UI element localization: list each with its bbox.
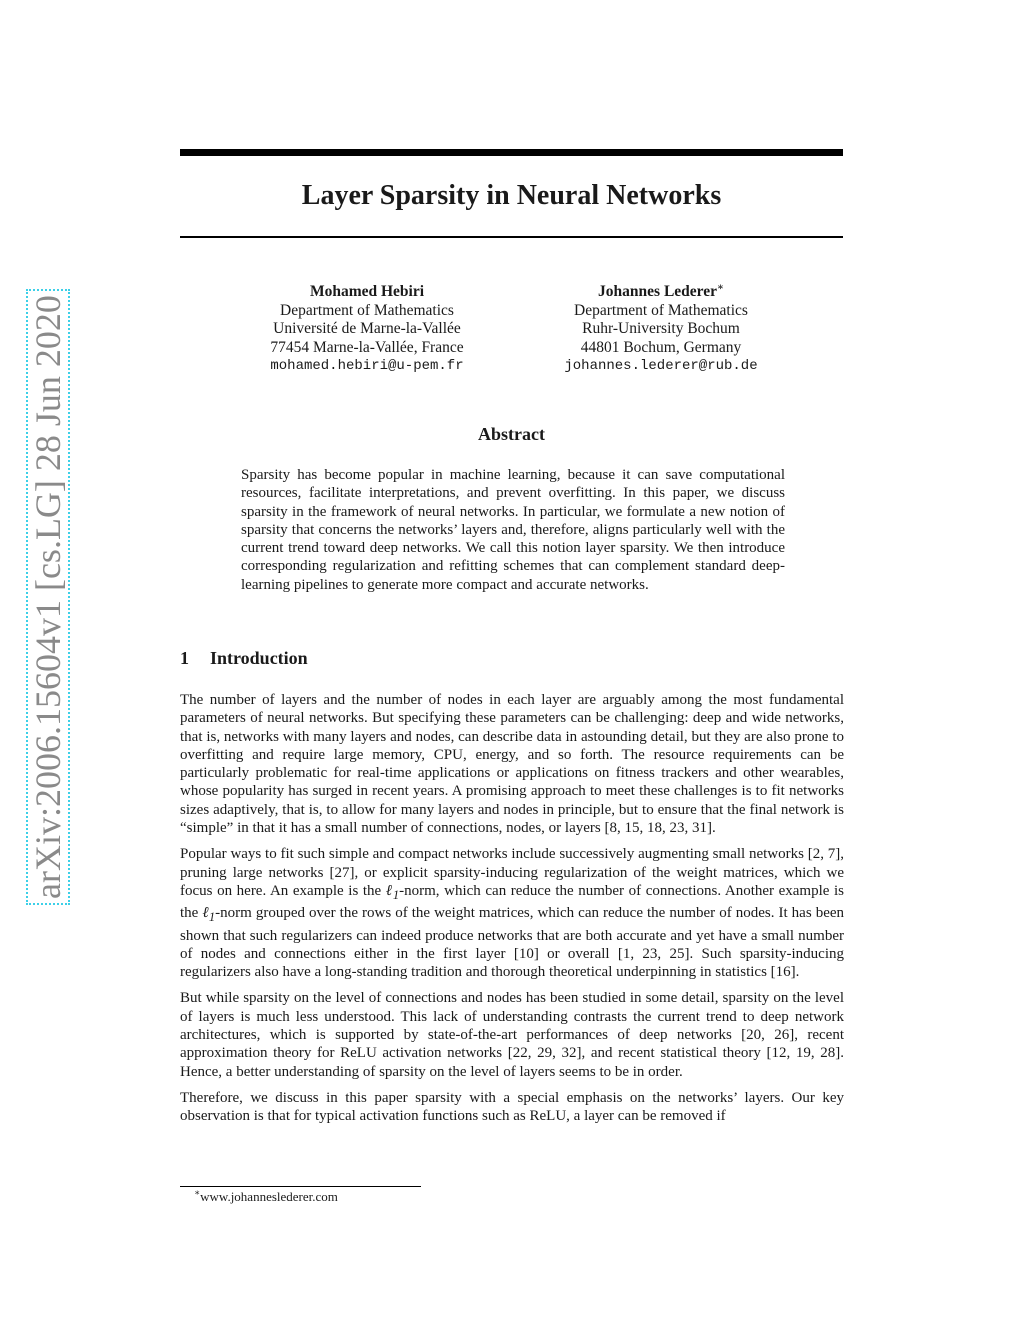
section-title: Introduction [210,648,308,668]
author-institution: Ruhr-University Bochum [582,320,740,337]
author-email[interactable]: johannes.lederer@rub.de [564,358,758,374]
section-heading [180,648,308,669]
author-institution: Université de Marne-la-Vallée [273,320,461,337]
paragraph: But while sparsity on the level of connections and nodes has been studied in some detail, sparsity on the level of layers is much less understood. This lack of understanding contrasts the current trend to deep network architectures, which is supported by state-of-the-art performances of deep networks [20, 26], recent approximation theory for ReLU activation networks [22, 29, 32], and recent statistical theory [12, 19, 28]. Hence, a better understanding of sparsity on the level of layers seems to be in order. [180,990,844,1080]
title-top-rule [180,149,843,156]
section-number: 1 [180,648,189,668]
author-email[interactable]: mohamed.hebiri@u-pem.fr [270,358,464,374]
paragraph: The number of layers and the number of nodes in each layer are arguably among the most fundamental parameters of neural networks. But specifying these parameters can be challenging: deep and wide networks, that is, networks with many layers and nodes, can describe data in astounding detail, but they are also prone to overfitting and require large memory, CPU, energy, and so forth. The resource requirements can be particularly problematic for real-time applications or applications on fitness trackers and other wearables, whose popularity has surged in recent years. A promising approach to meet these challenges is to fit networks sizes adaptively, that is, to allow for many layers and nodes in principle, but to ensure that the final network is “simple” in that it has a small number of connections, nodes, or layers [8, 15, 18, 23, 31]. [180,692,844,837]
author-name: Mohamed Hebiri [309,283,425,300]
author-department: Department of Mathematics [280,301,454,319]
arxiv-identifier: arXiv:2006.15604v1 [cs.LG] 28 Jun 2020 [26,289,70,905]
paper-title: Layer Sparsity in Neural Networks [301,180,722,211]
footnote-marker[interactable]: ∗ [717,281,724,293]
author-block-1 [236,283,498,376]
footnote-rule [180,1186,421,1187]
l1-norm-symbol: ℓ$_1$ [385,882,400,902]
title-bottom-rule [180,236,843,238]
section-body [180,691,844,1134]
l1-norm-symbol: ℓ$_1$ [202,905,216,925]
paragraph: Popular ways to fit such simple and compact networks include successively augmenting small networks [2, 7], pruning large networks [27], or explicit sparsity-inducing regularization of the weight matrices, which we focus on here. An example is the ℓ$_1$-norm, which can reduce the number of connections. Another example is the ℓ$_1$-norm grouped over the rows of the weight matrices, which can reduce the number of nodes. It has been shown that such regularizers can indeed produce networks that are both accurate and yet have a small number of nodes and connections either in the first layer [10] or overall [1, 23, 25]. Such sparsity-inducing regularizers also have a long-standing tradition and thorough theoretical underpinning in statistics [16]. [180,846,845,981]
abstract-text: Sparsity has become popular in machine learning, because it can save computational resources, facilitate interpretations, and prevent overfitting. In this paper, we discuss sparsity in the framework of neural networks. In particular, we formulate a new notion of sparsity that concerns the networks’ layers and, therefore, aligns particularly well with the current trend toward deep networks. We call this notion layer sparsity. We then introduce corresponding regularization and refitting schemes that can complement standard deep-learning pipelines to generate more compact and accurate networks. [241,467,785,593]
author-block-2 [530,283,792,376]
footnote: ∗www.johanneslederer.com [194,1187,338,1204]
author-address: 44801 Bochum, Germany [580,338,742,356]
paragraph: Therefore, we discuss in this paper sparsity with a special emphasis on the networks’ layers. Our key observation is that for typical activation functions such as ReLU, a layer can be removed if [180,1089,844,1125]
author-department: Department of Mathematics [574,301,748,319]
author-name: Johannes Lederer∗ [598,281,724,300]
abstract-heading: Abstract [478,424,545,444]
author-address: 77454 Marne-la-Vallée, France [270,338,464,356]
footnote-link[interactable]: www.johanneslederer.com [200,1189,338,1204]
